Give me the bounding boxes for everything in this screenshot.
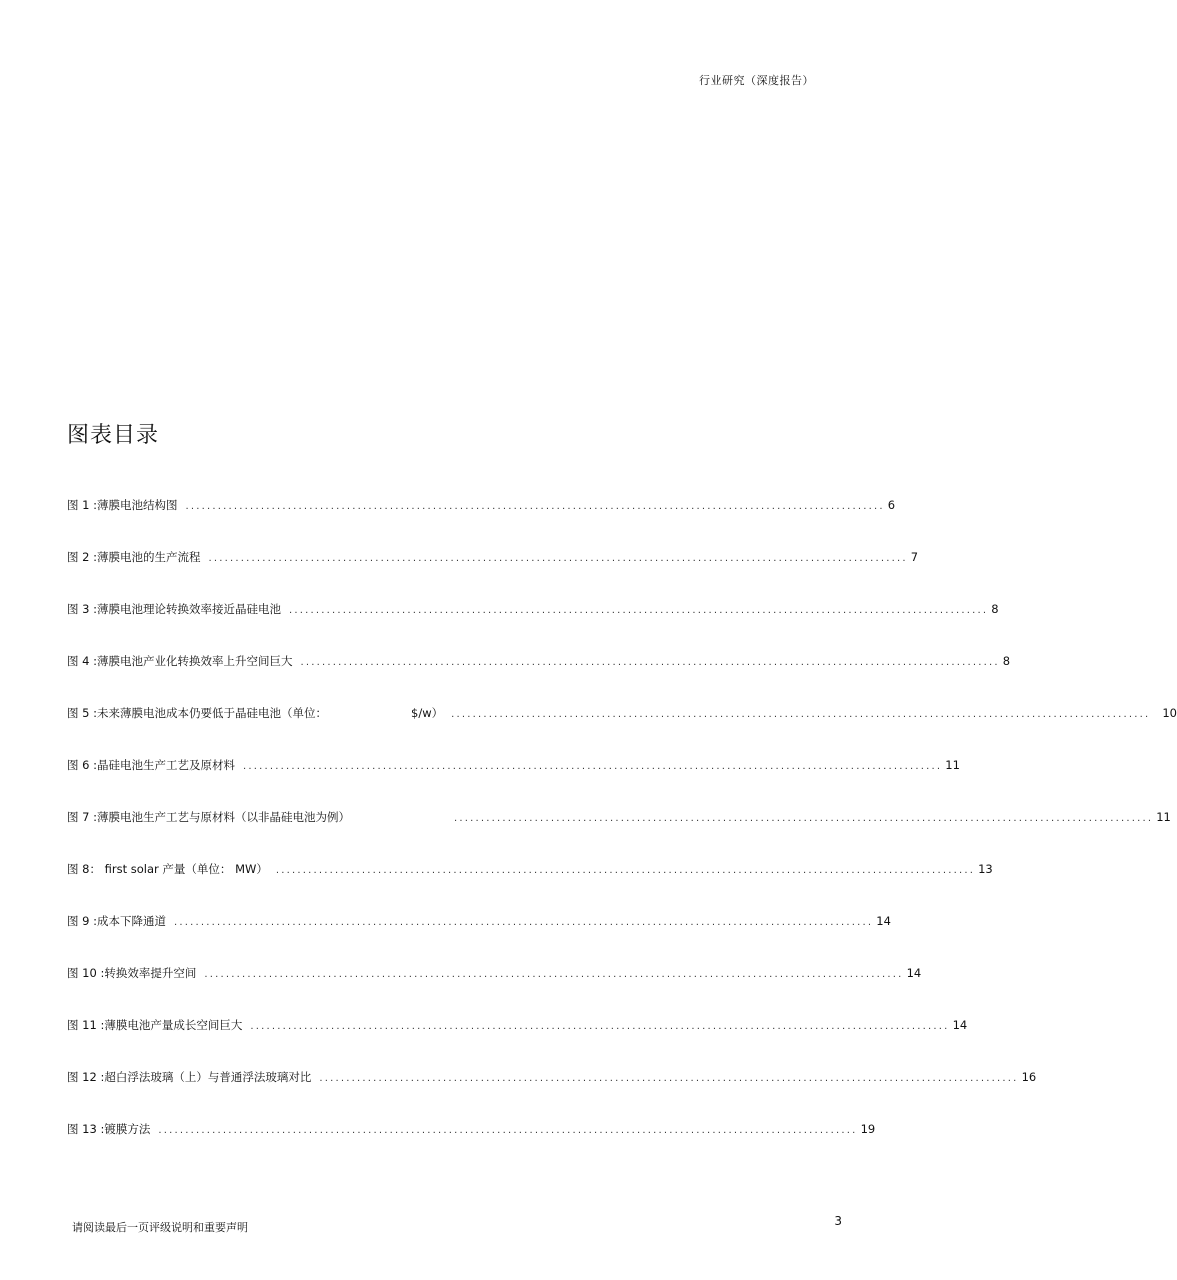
- toc-item[interactable]: [67, 1017, 968, 1037]
- toc-item[interactable]: [67, 653, 1011, 673]
- toc-item-label: 图 2 :薄膜电池的生产流程: [67, 550, 201, 564]
- toc-leader-dots: ..................................................................................................................................: [451, 709, 1151, 720]
- toc-item-page: 14: [952, 1018, 968, 1032]
- toc-item-label: 图 7 :薄膜电池生产工艺与原材料（以非晶硅电池为例）: [67, 810, 350, 824]
- toc-item-label: 图 13 :镀膜方法: [67, 1122, 151, 1136]
- toc-item-label: 图 12 :超白浮法玻璃（上）与普通浮法玻璃对比: [67, 1070, 312, 1084]
- toc-item-label: 图 3 :薄膜电池理论转换效率接近晶硅电池: [67, 602, 282, 616]
- toc-item-page: 7: [910, 550, 919, 564]
- toc-leader-dots: ..................................................................................................................................: [275, 865, 976, 876]
- toc-item-page: 13: [978, 862, 993, 876]
- toc-leader-dots: ..................................................................................................................................: [208, 553, 908, 564]
- page-number: 3: [834, 1214, 842, 1228]
- footer-disclaimer: 请阅读最后一页评级说明和重要声明: [72, 1221, 248, 1234]
- toc-item-label: 图 5 :未来薄膜电池成本仍要低于晶硅电池（单位：: [67, 706, 327, 720]
- toc-item[interactable]: [67, 497, 896, 517]
- toc-item-label: 图 1 :薄膜电池结构图: [67, 498, 178, 512]
- toc-item[interactable]: [67, 1069, 1037, 1089]
- toc-item[interactable]: [67, 861, 993, 881]
- toc-item[interactable]: [67, 913, 891, 933]
- toc-item-page: 14: [906, 966, 922, 980]
- toc-leader-dots: ..................................................................................................................................: [319, 1073, 1019, 1084]
- toc-item[interactable]: [67, 601, 999, 621]
- toc-item-unit: $/w）: [411, 706, 444, 720]
- toc-item-page: 14: [876, 914, 891, 928]
- toc-item-page: 11: [945, 758, 960, 772]
- header-section-label: 行业研究（深度报告）: [699, 74, 814, 87]
- toc-item-page: 11: [1156, 810, 1171, 824]
- toc-item-page: 16: [1021, 1070, 1037, 1084]
- toc-item-page: 10: [1162, 706, 1177, 720]
- toc-leader-dots: ..................................................................................................................................: [174, 917, 874, 928]
- toc-item-label: 图 4 :薄膜电池产业化转换效率上升空间巨大: [67, 654, 293, 668]
- toc-item[interactable]: [67, 809, 1171, 829]
- toc-item[interactable]: [67, 1121, 876, 1141]
- toc-leader-dots: ..................................................................................................................................: [185, 501, 885, 512]
- toc-title: 图表目录: [67, 423, 160, 448]
- toc-item-page: 19: [860, 1122, 876, 1136]
- toc-item-label: 图 9 :成本下降通道: [67, 914, 167, 928]
- toc-leader-dots: ..................................................................................................................................: [243, 761, 943, 772]
- toc-leader-dots: ..................................................................................................................................: [158, 1125, 858, 1136]
- toc-item[interactable]: [67, 965, 922, 985]
- toc-leader-dots: ..................................................................................................................................: [250, 1021, 950, 1032]
- toc-item-label: 图 8： first solar 产量（单位： MW）: [67, 862, 268, 876]
- toc-item-label: 图 6 :晶硅电池生产工艺及原材料: [67, 758, 236, 772]
- toc-leader-dots: ..................................................................................................................................: [300, 657, 1000, 668]
- toc-item[interactable]: [67, 549, 919, 569]
- toc-item-page: 6: [887, 498, 896, 512]
- toc-leader-dots: ..................................................................................................................................: [289, 605, 989, 616]
- toc-item[interactable]: [67, 757, 960, 777]
- toc-leader-dots: ..................................................................................................................................: [454, 813, 1154, 824]
- toc-item-label: 图 10 :转换效率提升空间: [67, 966, 197, 980]
- toc-item-page: 8: [1002, 654, 1011, 668]
- toc-item-page: 8: [991, 602, 999, 616]
- toc-item-label: 图 11 :薄膜电池产量成长空间巨大: [67, 1018, 243, 1032]
- toc-item[interactable]: [67, 705, 1177, 725]
- toc-leader-dots: ..................................................................................................................................: [204, 969, 904, 980]
